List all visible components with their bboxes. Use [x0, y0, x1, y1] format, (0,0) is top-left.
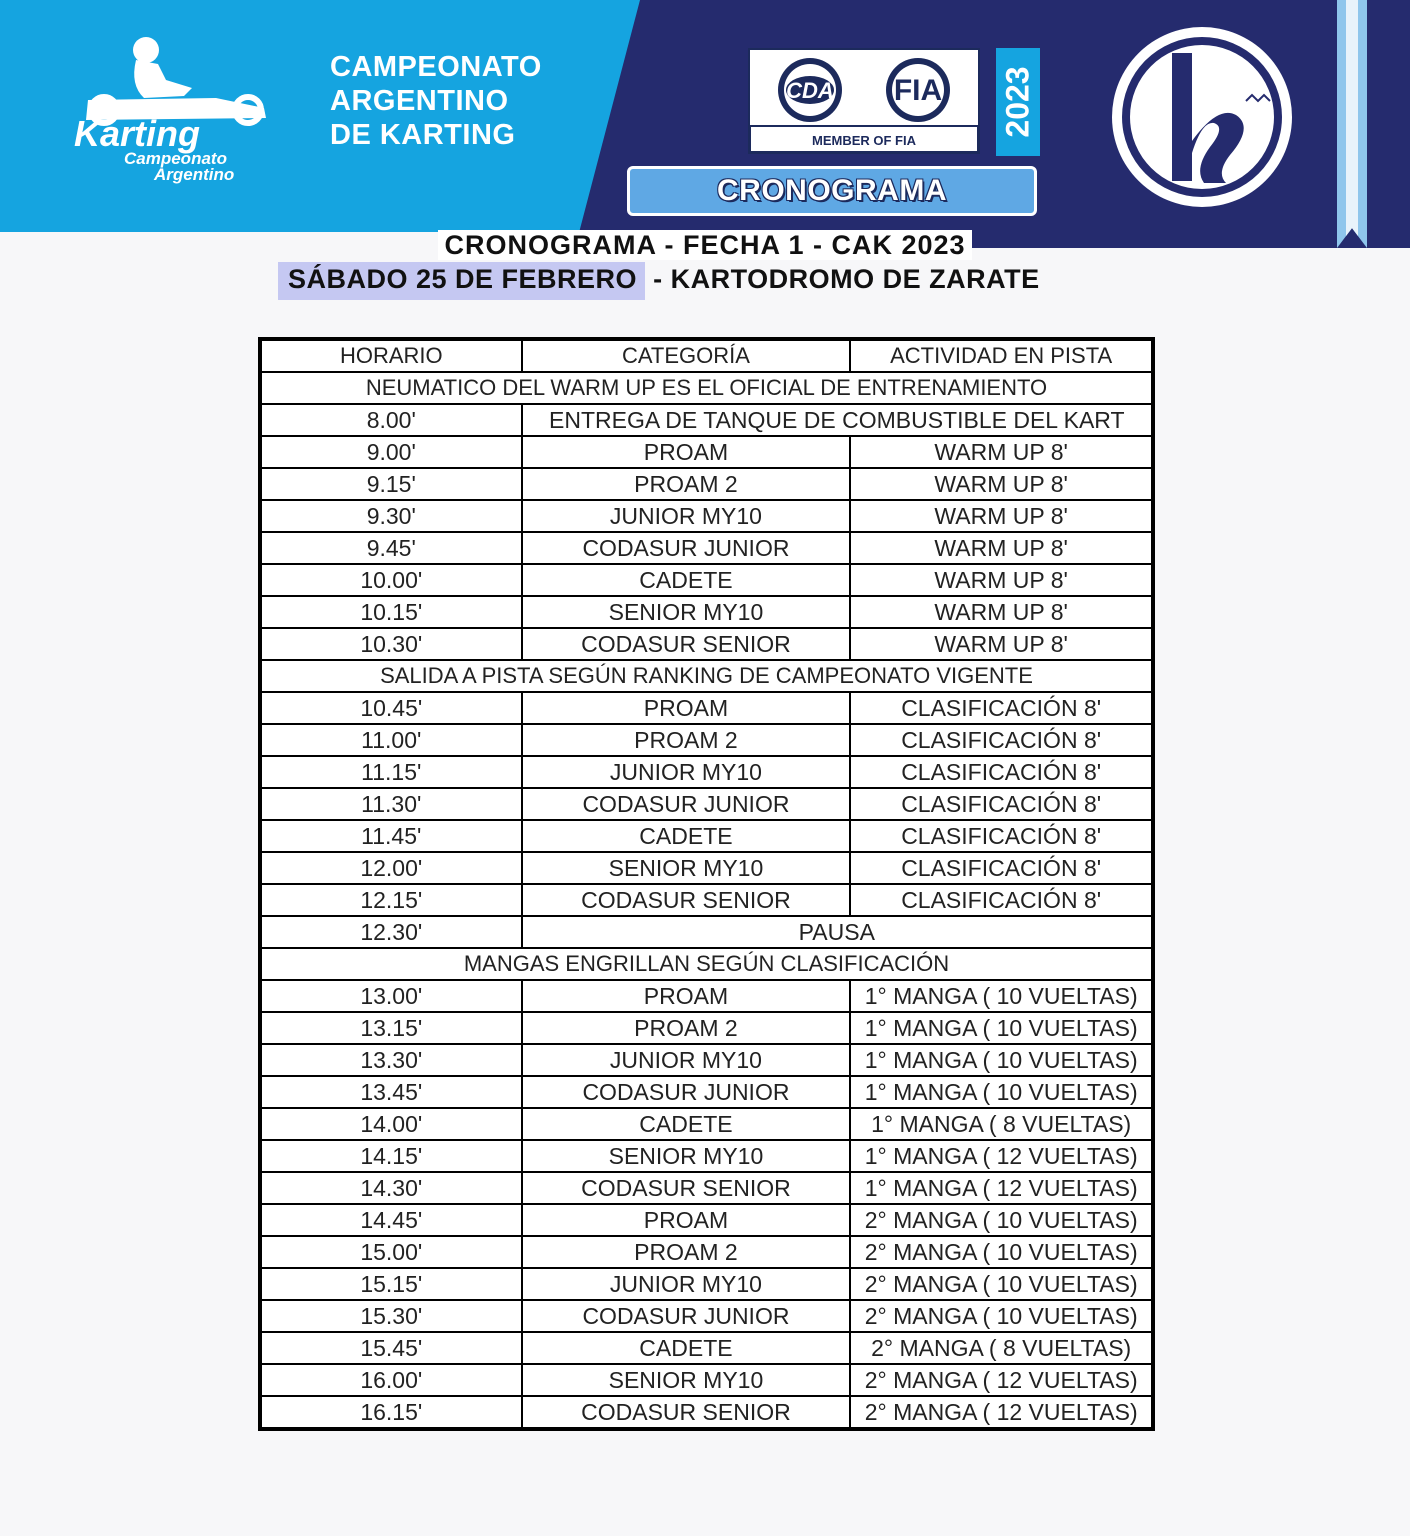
activity-cell: WARM UP 8': [850, 564, 1153, 596]
table-row: [260, 756, 1153, 788]
time-cell: 9.30': [260, 500, 522, 532]
time-cell: 13.30': [260, 1044, 522, 1076]
category-cell: CODASUR JUNIOR: [522, 1300, 851, 1332]
member-of-fia-text: MEMBER OF FIA: [812, 133, 916, 148]
category-cell: CODASUR SENIOR: [522, 884, 851, 916]
venue-name: KARTODROMO DE ZARATE: [670, 264, 1040, 294]
activity-cell: 2° MANGA ( 12 VUELTAS): [850, 1396, 1153, 1429]
section-note-cell: MANGAS ENGRILLAN SEGÚN CLASIFICACIÓN: [260, 948, 1153, 980]
table-row: [260, 468, 1153, 500]
time-cell: 11.15': [260, 756, 522, 788]
category-cell: JUNIOR MY10: [522, 756, 851, 788]
header-banner: [0, 0, 1410, 250]
campeonato-line-1: CAMPEONATO: [330, 51, 542, 83]
activity-cell: WARM UP 8': [850, 532, 1153, 564]
category-cell: JUNIOR MY10: [522, 1044, 851, 1076]
table-row: [260, 1140, 1153, 1172]
activity-cell: 2° MANGA ( 10 VUELTAS): [850, 1268, 1153, 1300]
category-cell: SENIOR MY10: [522, 1140, 851, 1172]
section-note-row: [260, 660, 1153, 692]
category-cell: CADETE: [522, 564, 851, 596]
table-header-row: [260, 339, 1153, 372]
table-row: [260, 1108, 1153, 1140]
activity-cell: CLASIFICACIÓN 8': [850, 692, 1153, 724]
cronograma-badge-label: CRONOGRAMA: [717, 174, 947, 207]
category-cell: PROAM 2: [522, 468, 851, 500]
time-cell: 15.15': [260, 1268, 522, 1300]
activity-cell: CLASIFICACIÓN 8': [850, 756, 1153, 788]
activity-cell: 1° MANGA ( 10 VUELTAS): [850, 1012, 1153, 1044]
category-cell: PROAM 2: [522, 1012, 851, 1044]
table-row: [260, 1268, 1153, 1300]
time-cell: 11.30': [260, 788, 522, 820]
table-row: [260, 1364, 1153, 1396]
section-note-cell: SALIDA A PISTA SEGÚN RANKING DE CAMPEONATO VIGENTE: [260, 660, 1153, 692]
time-cell: 14.15': [260, 1140, 522, 1172]
activity-cell: 1° MANGA ( 10 VUELTAS): [850, 1044, 1153, 1076]
year-text: 2023: [999, 66, 1036, 138]
time-cell: 9.15': [260, 468, 522, 500]
table-row: [260, 1172, 1153, 1204]
time-cell: 16.00': [260, 1364, 522, 1396]
cda-emblem-text: CDA: [786, 78, 834, 103]
time-cell: 14.00': [260, 1108, 522, 1140]
time-cell: 12.30': [260, 916, 522, 948]
karting-logo-sub1: Campeonato: [124, 149, 227, 168]
campeonato-line-3: DE KARTING: [330, 119, 516, 151]
time-cell: 10.30': [260, 628, 522, 660]
karting-logo-word: Karting: [74, 113, 200, 154]
table-row: [260, 436, 1153, 468]
table-row: [260, 980, 1153, 1012]
category-cell: CODASUR SENIOR: [522, 1172, 851, 1204]
category-cell: CADETE: [522, 1332, 851, 1364]
time-cell: 10.00': [260, 564, 522, 596]
table-row: [260, 500, 1153, 532]
category-cell: CADETE: [522, 1108, 851, 1140]
merged-activity-cell: ENTREGA DE TANQUE DE COMBUSTIBLE DEL KART: [522, 404, 1153, 436]
category-cell: CODASUR JUNIOR: [522, 532, 851, 564]
column-header-actividad: ACTIVIDAD EN PISTA: [850, 339, 1153, 372]
k-circle-logo: [1108, 23, 1296, 211]
table-row: [260, 852, 1153, 884]
table-row: [260, 884, 1153, 916]
activity-cell: 1° MANGA ( 12 VUELTAS): [850, 1172, 1153, 1204]
category-cell: PROAM: [522, 692, 851, 724]
time-cell: 15.30': [260, 1300, 522, 1332]
activity-cell: 2° MANGA ( 12 VUELTAS): [850, 1364, 1153, 1396]
schedule-table: [258, 337, 1155, 1431]
date-venue-separator: -: [653, 264, 663, 294]
table-row: [260, 788, 1153, 820]
time-cell: 11.45': [260, 820, 522, 852]
section-note-row: [260, 372, 1153, 404]
activity-cell: CLASIFICACIÓN 8': [850, 820, 1153, 852]
table-row: [260, 1236, 1153, 1268]
column-header-horario: HORARIO: [260, 339, 522, 372]
table-row: [260, 404, 1153, 436]
activity-cell: CLASIFICACIÓN 8': [850, 852, 1153, 884]
karting-logo-sub2: Argentino: [154, 165, 235, 184]
karting-logo: [66, 30, 281, 190]
time-cell: 10.15': [260, 596, 522, 628]
activity-cell: 1° MANGA ( 12 VUELTAS): [850, 1140, 1153, 1172]
category-cell: PROAM 2: [522, 1236, 851, 1268]
section-note-row: [260, 948, 1153, 980]
time-cell: 10.45': [260, 692, 522, 724]
activity-cell: WARM UP 8': [850, 628, 1153, 660]
category-cell: CODASUR JUNIOR: [522, 788, 851, 820]
fia-emblem-text: FIA: [893, 74, 943, 107]
category-cell: CODASUR JUNIOR: [522, 1076, 851, 1108]
activity-cell: 2° MANGA ( 10 VUELTAS): [850, 1300, 1153, 1332]
table-row: [260, 596, 1153, 628]
time-cell: 8.00': [260, 404, 522, 436]
cda-fia-emblems: [750, 50, 978, 152]
campeonato-line-2: ARGENTINO: [330, 85, 509, 117]
category-cell: PROAM: [522, 1204, 851, 1236]
section-note-cell: NEUMATICO DEL WARM UP ES EL OFICIAL DE ENTRENAMIENTO: [260, 372, 1153, 404]
cda-fia-badge: [748, 48, 980, 154]
time-cell: 12.00': [260, 852, 522, 884]
category-cell: PROAM: [522, 436, 851, 468]
time-cell: 15.45': [260, 1332, 522, 1364]
activity-cell: WARM UP 8': [850, 468, 1153, 500]
column-header-categoria: CATEGORÍA: [522, 339, 851, 372]
time-cell: 9.00': [260, 436, 522, 468]
time-cell: 9.45': [260, 532, 522, 564]
cronograma-badge: [627, 166, 1037, 216]
category-cell: JUNIOR MY10: [522, 1268, 851, 1300]
activity-cell: 1° MANGA ( 8 VUELTAS): [850, 1108, 1153, 1140]
time-cell: 13.00': [260, 980, 522, 1012]
activity-cell: WARM UP 8': [850, 500, 1153, 532]
activity-cell: CLASIFICACIÓN 8': [850, 884, 1153, 916]
time-cell: 14.30': [260, 1172, 522, 1204]
table-row: [260, 1204, 1153, 1236]
activity-cell: CLASIFICACIÓN 8': [850, 788, 1153, 820]
table-row: [260, 1044, 1153, 1076]
activity-cell: 2° MANGA ( 8 VUELTAS): [850, 1332, 1153, 1364]
activity-cell: WARM UP 8': [850, 436, 1153, 468]
argentina-flag-ribbon: [1337, 0, 1367, 248]
category-cell: SENIOR MY10: [522, 1364, 851, 1396]
category-cell: CODASUR SENIOR: [522, 1396, 851, 1429]
table-row: [260, 1396, 1153, 1429]
table-row: [260, 820, 1153, 852]
time-cell: 16.15': [260, 1396, 522, 1429]
time-cell: 15.00': [260, 1236, 522, 1268]
schedule-subtitle: [0, 230, 1410, 261]
table-row: [260, 628, 1153, 660]
year-badge: [996, 48, 1040, 156]
time-cell: 12.15': [260, 884, 522, 916]
table-row: [260, 1332, 1153, 1364]
time-cell: 13.45': [260, 1076, 522, 1108]
merged-activity-cell: PAUSA: [522, 916, 1153, 948]
table-row: [260, 1300, 1153, 1332]
schedule-table-body: [260, 339, 1153, 1429]
table-row: [260, 564, 1153, 596]
category-cell: PROAM: [522, 980, 851, 1012]
category-cell: PROAM 2: [522, 724, 851, 756]
activity-cell: CLASIFICACIÓN 8': [850, 724, 1153, 756]
category-cell: CADETE: [522, 820, 851, 852]
table-row: [260, 692, 1153, 724]
activity-cell: 2° MANGA ( 10 VUELTAS): [850, 1236, 1153, 1268]
table-row: [260, 1012, 1153, 1044]
event-date-highlight: SÁBADO 25 DE FEBRERO: [278, 262, 645, 300]
date-venue-line: [278, 264, 1040, 295]
category-cell: JUNIOR MY10: [522, 500, 851, 532]
category-cell: SENIOR MY10: [522, 852, 851, 884]
time-cell: 14.45': [260, 1204, 522, 1236]
time-cell: 13.15': [260, 1012, 522, 1044]
schedule-subtitle-text: CRONOGRAMA - FECHA 1 - CAK 2023: [438, 230, 971, 260]
table-row: [260, 724, 1153, 756]
category-cell: CODASUR SENIOR: [522, 628, 851, 660]
category-cell: SENIOR MY10: [522, 596, 851, 628]
activity-cell: 1° MANGA ( 10 VUELTAS): [850, 1076, 1153, 1108]
time-cell: 11.00': [260, 724, 522, 756]
table-row: [260, 916, 1153, 948]
activity-cell: 2° MANGA ( 10 VUELTAS): [850, 1204, 1153, 1236]
activity-cell: 1° MANGA ( 10 VUELTAS): [850, 980, 1153, 1012]
table-row: [260, 1076, 1153, 1108]
campeonato-title: [330, 50, 542, 152]
activity-cell: WARM UP 8': [850, 596, 1153, 628]
table-row: [260, 532, 1153, 564]
